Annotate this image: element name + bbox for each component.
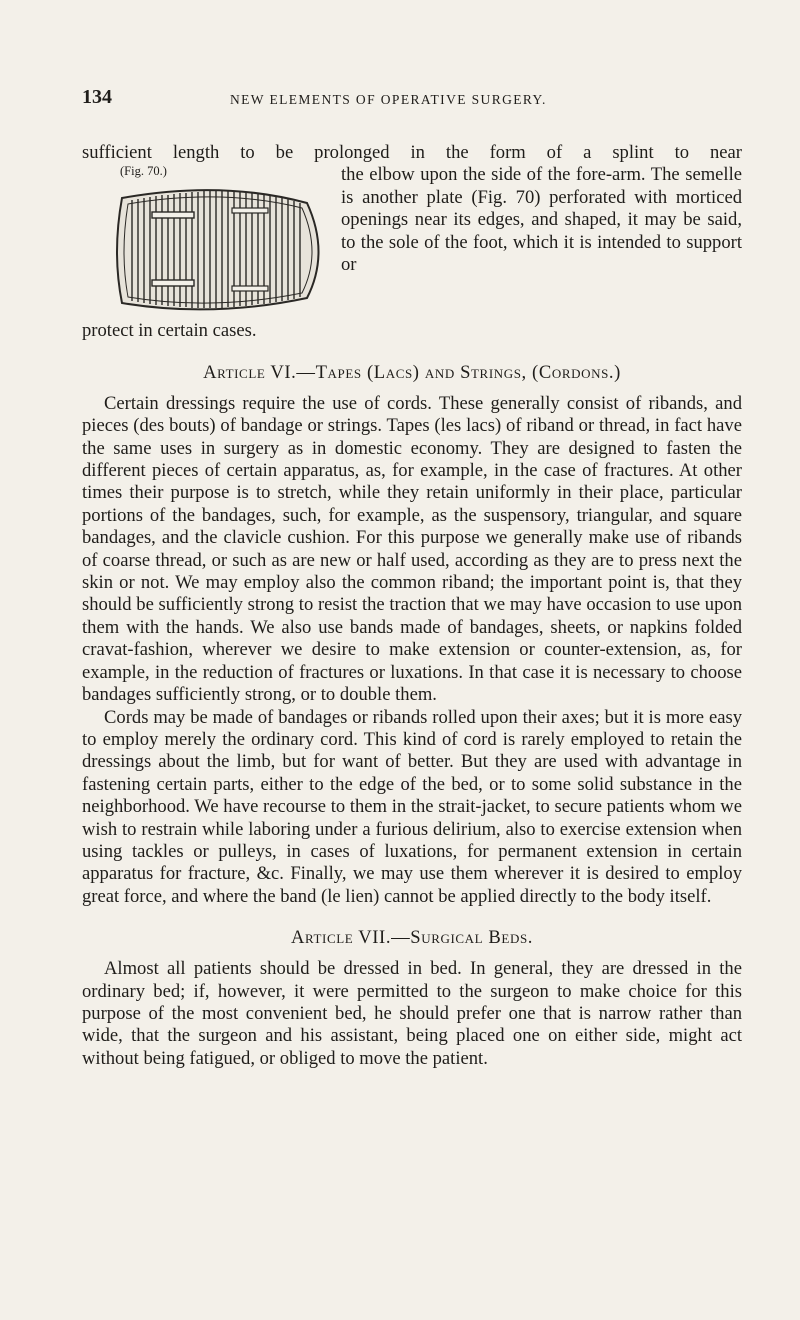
page-number: 134 — [82, 86, 112, 108]
after-figure-text: protect in certain cases. — [82, 320, 257, 342]
opening-first-line: sufficient length to be prolonged in the form of a splint to near — [82, 142, 742, 163]
figure-block — [82, 164, 742, 320]
article-6-paragraph-2: Cords may be made of bandages or ribands rolled upon their axes; but it is more easy to employ merely the ordinary cord. This kind of cord is rarely employed to retain the dressings about the limb, but for want of better. But they are used with advantage in fastening certain parts, either to the edge of the bed, or to some solid substance in the neighborhood. We have recourse to them in the strait-jacket, to secure patients whom we wish to restrain while laboring under a furious delirium, also to exercise extension when using tackles or pulleys, in cases of luxations, for permanent extension in certain apparatus for fracture, &c. Finally, we may use them wherever it is desired to employ great force, and where the band (le lien) cannot be applied directly to the body itself. — [82, 706, 742, 907]
article-6-heading-text: Article VI.—Tapes (Lacs) and Strings, (Cordons.) — [203, 361, 621, 383]
article-6-heading — [82, 361, 742, 385]
article-7-paragraph-1: Almost all patients should be dressed in bed. In general, they are dressed in the ordinary bed; if, however, it were permitted to the surgeon to make choice for this purpose of the most convenient bed, he should prefer one that is narrow rather than wide, that the surgeon and his assistant, being placed one on either side, might act without being fatigued, or obliged to move the patient. — [82, 958, 742, 1069]
figure-caption: (Fig. 70.) — [120, 164, 167, 179]
figure-side-text: the elbow upon the side of the fore-arm. The semelle is another plate (Fig. 70) perforated with morticed openings near its edges, and shaped, it may be said, to the sole of the foot, which it is intended to support or — [341, 164, 742, 276]
article-7-heading-text: Article VII.—Surgical Beds. — [290, 927, 534, 949]
page-header — [82, 86, 742, 112]
semelle-plate-illustration — [92, 168, 332, 318]
figure-side-text-block — [341, 164, 742, 276]
running-title: NEW ELEMENTS OF OPERATIVE SURGERY. — [230, 92, 547, 107]
article-7-heading — [82, 926, 742, 950]
book-page — [82, 86, 742, 1070]
article-6-paragraph-1: Certain dressings require the use of cords. These generally consist of ribands, and pieces (des bouts) of bandage or strings. Tapes (les lacs) of riband or thread, in fact have the same uses in surgery as in domestic economy. They are designed to fasten the different pieces of certain apparatus, as, for example, in the case of fractures. At other times their purpose is to stretch, while they retain uniformly in their place, particular portions of the bandages, such, for example, as the suspensory, triangular, and square bandages, and the clavicle cushion. For this purpose we generally make use of ribands of coarse thread, or such as are new or half used, according as they are to press next the skin or not. We may employ also the common riband; the important point is, that they should be sufficiently strong to resist the traction that we may have occasion to use upon them with the hands. We also use bands made of bandages, sheets, or napkins folded cravat-fashion, wherever we desire to make extension or counter-extension, as, for example, in the reduction of fractures or luxations. In that case it is necessary to choose bandages sufficiently strong, or to double them. — [82, 392, 742, 706]
